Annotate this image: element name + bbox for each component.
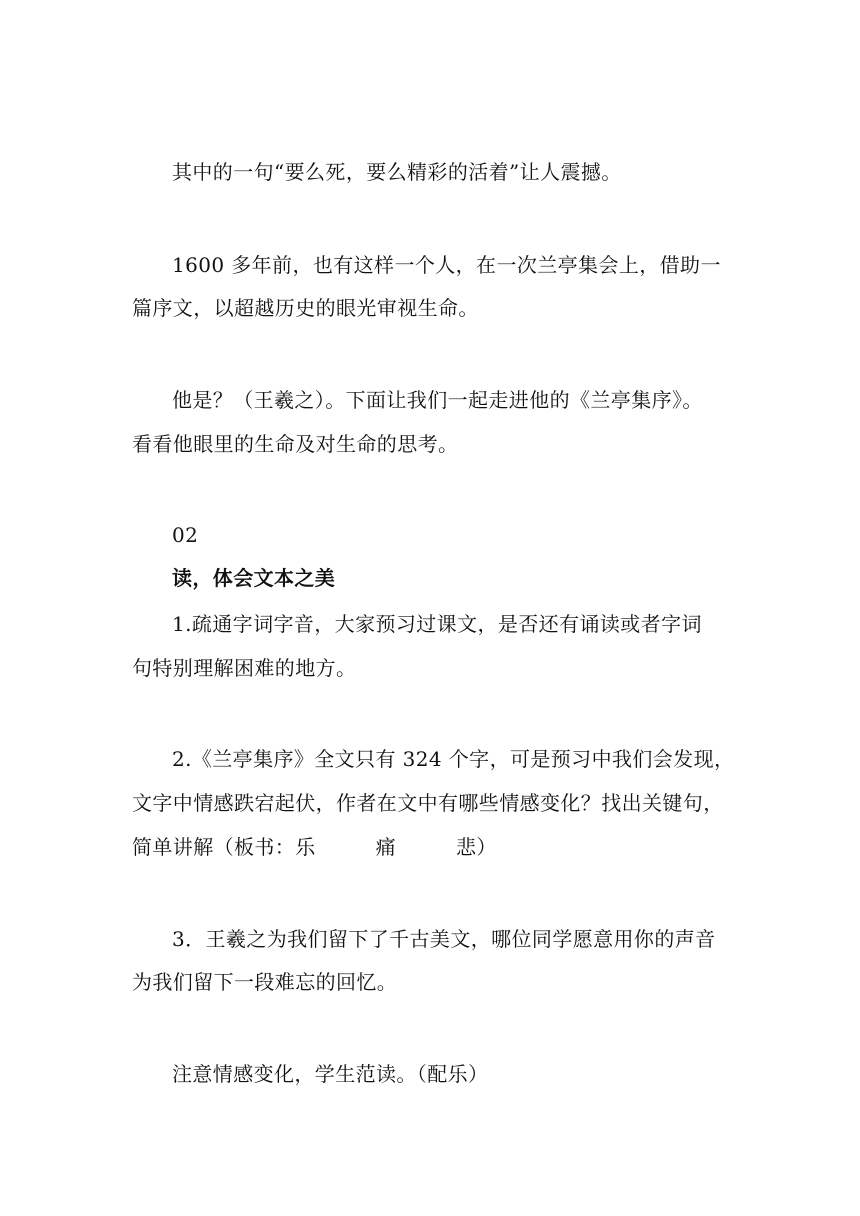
paragraph-line: 1600 多年前，也有这样一个人，在一次兰亭集会上，借助一 (172, 253, 721, 277)
board-notes-suffix: 悲） (456, 835, 497, 859)
paragraph-line: 篇序文，以超越历史的眼光审视生命。 (132, 296, 479, 320)
paragraph-line: 其中的一句“要么死，要么精彩的活着”让人震撼。 (172, 160, 622, 184)
board-notes-prefix: 简单讲解（板书：乐 (132, 835, 316, 859)
board-notes-middle: 痛 (375, 835, 397, 859)
paragraph-line: 3．王羲之为我们留下了千古美文，哪位同学愿意用你的声音 (172, 927, 716, 951)
paragraph-line: 句特别理解困难的地方。 (132, 656, 357, 680)
paragraph-line: 1.疏通字词字音，大家预习过课文，是否还有诵读或者字词 (172, 612, 702, 636)
paragraph-line: 注意情感变化，学生范读。（配乐） (172, 1062, 489, 1086)
section-number: 02 (172, 523, 199, 547)
paragraph-line: 文字中情感跌宕起伏，作者在文中有哪些情感变化？找出关键句， (132, 791, 724, 815)
section-title: 读，体会文本之美 (172, 566, 336, 590)
paragraph-line: 他是？（王羲之）。下面让我们一起走进他的《兰亭集序》。 (172, 388, 703, 412)
board-notes-line (132, 835, 732, 859)
paragraph-line: 2.《兰亭集序》全文只有 324 个字，可是预习中我们会发现， (172, 747, 735, 771)
paragraph-line: 看看他眼里的生命及对生命的思考。 (132, 432, 459, 456)
paragraph-line: 为我们留下一段难忘的回忆。 (132, 970, 398, 994)
